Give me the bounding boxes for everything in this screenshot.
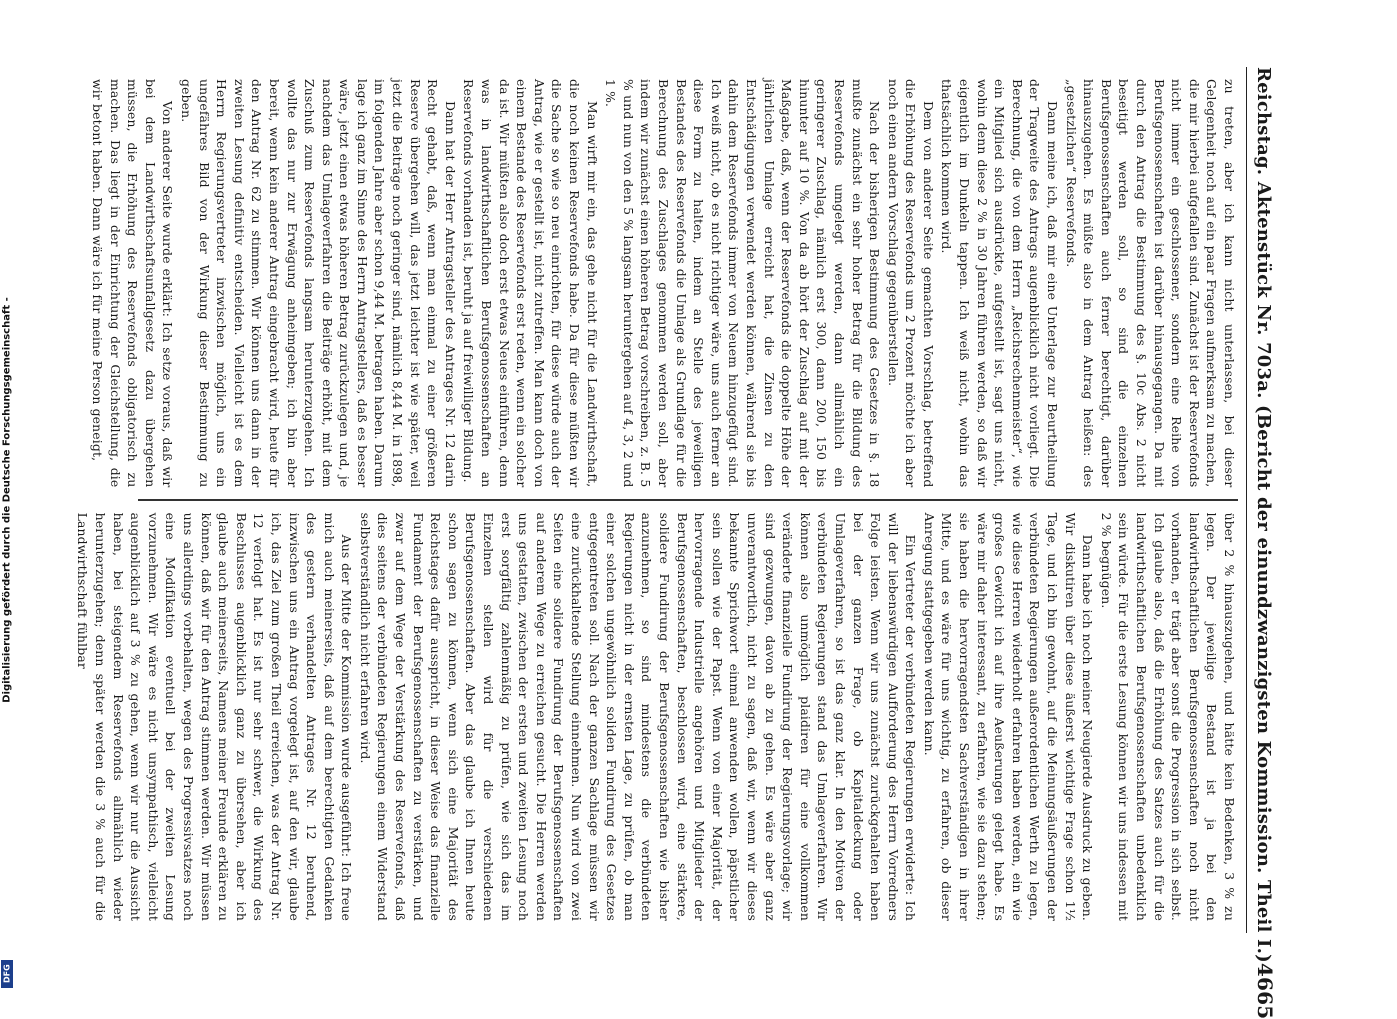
paragraph: Dann meine ich, daß mir eine Unterlage zur Beurtheilung der Tragweite des Antrags augenblicklich nicht vorliegt. Die Berechnung, die von dem Herrn „Reichsrechenmeister“, wie ein Mitglied sich ausdrückte, aufgestellt ist, sagt uns nicht, wohin denn diese 2 % in 30 Jahren führen werden, so daß wir eigentlich im Dunkeln tappen. Ich weiß nicht, wohin das thatsächlich kommen wird.: [939, 79, 1061, 488]
paragraph: Dem von anderer Seite gemachten Vorschlag, betreffend die Erhöhung des Reservefonds um 2 Prozent möchte ich aber noch einen andern Vorschlag gegenüberstellen.: [885, 79, 936, 488]
page-header: [1246, 67, 1277, 1019]
text-columns: [75, 67, 1238, 933]
paragraph: Nach der bisherigen Bestimmung des Gesetzes in §. 18 mußte zunächst ein sehr hoher Betrag für die Bildung des Reservefonds umgelegt werden, dann allmählich ein geringerer Zuschlag, nämlich erst 300, dann 200, 150 bis hinunter auf 10 %. Von da ab hört der Zuschlag auf mit der Maßgabe, daß, wenn der Reservefonds die doppelte Höhe der jährlichen Umlage erreicht hat, die Zinsen zu den Entschädigungen verwendet werden können, während sie bis dahin dem Reservefonds immer von Neuem hinzugefügt sind. Ich weiß nicht, ob es nicht richtiger wäre, uns auch ferner an diese Form zu halten, indem an Stelle des jeweiligen Bestandes des Reservefonds die Umlage als Grundlage für die Berechnung des Zuschlages genommen werden soll, aber indem wir zunächst einen höheren Betrag vorschreiben, z. B. 5 % und nun von den 5 % langsam heruntergehen auf 4, 3, 2 und 1 %.: [603, 79, 883, 488]
paragraph: Dann hat der Herr Antragsteller des Antrages Nr. 12 darin Recht gehabt, daß, wenn man einmal zu einer größeren Reserve übergehen will, das jetzt leichter ist wie später, weil jetzt die Beiträge noch geringer sind, nämlich 8,44 M. in 1898, im folgenden Jahre aber schon 9,44 M. betragen haben. Darum lage ich ganz im Sinne des Herrn Antragstellers, daß es besser wäre, jetzt einen etwas höheren Betrag zurückzulegen und, je nachdem das Umlageverfahren die Beiträge erhöht, mit dem Zuschuß zum Reservefonds langsam herunterzugehen. Ich wollte das nur zur Erwägung anheimgeben; ich bin aber bereit, wenn kein anderer Antrag eingebracht wird, heute für den Antrag Nr. 62 zu stimmen. Wir können uns dann in der zweiten Lesung definitiv entscheiden. Vielleicht ist es dem Herrn Regierungsvertreter inzwischen möglich, uns ein ungefähres Bild von der Wirkung dieser Bestimmung zu geben.: [178, 79, 458, 488]
right-column: [75, 501, 1238, 933]
left-column: [90, 67, 1238, 499]
paragraph: Dann habe ich noch meiner Neugierde Ausdruck zu geben. Wir diskutiren über diese äußerst wichtige Frage schon 1½ Tage, und ich bin gewohnt, auf die Meinungsäußerungen der verbündeten Regierungen außerordentlichen Werth zu legen, wie diese Herren wiederholt erfahren haben werden, ein wie großes Gewicht ich auf ihre Aeußerungen gelegt habe. Es wäre mir daher interessant, zu erfahren, wie sie dazu stehen; sie haben die hervorragendsten Sachverständigen in ihrer Mitte, und es wäre für uns wichtig, zu erfahren, ob dieser Anregung stattgegeben werden kann.: [921, 512, 1096, 921]
digitization-credit-text: Digitalisierung gefördert durch die Deutsche Forschungsgemeinschaft -: [1, 297, 13, 703]
paragraph: Aus der Mitte der Kommission wurde ausgeführt: Ich freue mich auch meinerseits, daß auf dem berechtigten Gedanken des gestern verhandelten Antrages Nr. 12 beruhend, inzwischen uns ein Antrag vorgelegt ist, auf den wir, glaube ich, das Ziel zum großen Theil erreichen, was der Antrag Nr. 12 verfolgt hat. Es ist nur sehr schwer, die Wirkung des Beschlusses augenblicklich ganz zu übersehen, aber ich glaube auch meinerseits, Namens meiner Freunde erklären zu können, daß wir für den Antrag stimmen werden. Wir müssen uns allerdings vorbehalten, wegen des Progressivsatzes noch eine Modifikation eventuell bei der zweiten Lesung vorzunehmen. Wir wäre es nicht unsympathisch, vielleicht augenblicklich auf 3 % zu gehen, wenn wir nur die Aussicht haben, bei steigendem Reservefonds allmählich wieder herunterzugehen; denn später werden die 3 % auch für die Landwirthschaft fühlbar: [75, 512, 355, 921]
paragraph: Man wirft mir ein, das gehe nicht für die Landwirthschaft, die noch keinen Reservefonds habe. Da für diese müßten wir die Sache so wie so neu einrichten, für diese würde auch der Antrag, wie er gestellt ist, nicht zutreffen. Man kann doch von einem Bestande des Reservefonds erst reden, wenn ein solcher da ist. Wir müßten also doch erst etwas Neues einführen, denn was in landwirthschaftlichen Berufsgenossenschaften an Reservefonds vorhanden ist, beruht ja auf freiwilliger Bildung.: [461, 79, 600, 488]
paragraph: Ein Vertreter der verbündeten Regierungen erwiderte: Ich will der liebenswürdigen Aufforderung des Herrn Vorredners Folge leisten. Wenn wir uns zunächst zurückgehalten haben bei der ganzen Frage, ob Kapitaldeckung oder Umlageverfahren, so ist das ganz klar. In den Motiven der verbündeten Regierungen stand das Umlageverfahren. Wir können also unmöglich plaidiren für eine vollkommen veränderte finanzielle Fundirung der Regierungsvorlage; wir sind gezwungen, davon ab zu gehen. Es wäre aber ganz unverantwortlich, nicht zu sagen, daß wir, wenn wir dieses bekannte Sprichwort einmal anwenden wollen, päpstlicher sein sollen wie der Papst. Wenn von einer Majorität, der hervorragende Industrielle angehören und Mitglieder der Berufsgenossenschaften, beschlossen wird, eine stärkere, solidere Fundirung der Berufsgenossenschaften wie bisher anzunehmen, so sind mindestens die verbündeten Regierungen nicht in der ernsten Lage, zu prüfen, ob man einer solchen ungewöhnlich soliden Fundirung des Gesetzes entgegentreten soll. Nach der ganzen Sachlage müssen wir eine zurückhaltende Stellung einnehmen. Nun wird von zwei Seiten eine solidere Fundirung der Berufsgenossenschaften auf anderem Wege zu erreichen gesucht. Die Herren werden uns gestatten, zwischen der ersten und zweiten Lesung noch erst sorgfältig zahlenmäßig zu prüfen, wie sich das im Einzelnen stellen wird für die verschiedenen Berufsgenossenschaften. Aber das glaube ich Ihnen heute schon sagen zu können, wenn sich eine Majorität des Reichstages dafür ausspricht, in dieser Weise das finanzielle Fundament der Berufsgenossenschaften zu verstärken, und zwar auf dem Wege der Verstärkung des Reservefonds, daß dies seitens der verbündeten Regierungen einem Widerstand selbstverständlich nicht erfahren wird.: [357, 512, 919, 921]
scanned-page-container: [75, 35, 1305, 1019]
paragraph: über 2 % hinauszugehen, und hätte kein Bedenken, 3 % zu legen. Der jeweilige Bestand ist ja bei den landwirthschaftlichen Berufsgenossenschaften noch nicht vorhanden, er trägt aber sonst die Progression in sich selbst. Ich glaube also, daß die Erhöhung des Satzes auch für die landwirthschaftlichen Berufsgenossenschaften unbedenklich sein würde. Für die erste Lesung können wir uns indessen mit 2 % begnügen.: [1098, 512, 1237, 921]
paragraph: zu treten, aber ich kann nicht unterlassen, bei dieser Gelegenheit noch auf ein paar Fragen aufmerksam zu machen, die mir hierbei aufgefallen sind. Zunächst ist der Reservefonds nicht immer ein geschlossener, sondern eine Reihe von Berufsgenossenschaften ist darüber hinausgegangen. Da mit durch den Antrag die Bestimmung des §. 10c Abs. 2 nicht beseitigt werden soll, so sind die einzelnen Berufsgenossenschaften auch ferner berechtigt, darüber hinauszugehen. Es müßte also in dem Antrag heißen: des „gesetzlichen“ Reservefonds.: [1063, 79, 1237, 488]
digitization-credit-strip: [0, 0, 14, 1000]
scanned-page: [75, 45, 1295, 1019]
page-number: 4665: [1253, 962, 1277, 1019]
paragraph: Von anderer Seite wurde erklärt: Ich setze voraus, daß wir bei dem Landwirthschaftsunfallgesetz dazu übergehen müssen, die Erhöhung des Reservefonds obligatorisch zu machen. Das liegt in der Einrichtung der Gleichstellung, die wir betont haben. Dann wäre ich für meine Person geneigt,: [90, 79, 176, 488]
dfg-logo-icon: DFG: [1, 960, 13, 988]
page-title: Reichstag. Aktenstück Nr. 703a. (Bericht der einundzwanzigsten Kommission. Theil I.): [1253, 67, 1274, 963]
